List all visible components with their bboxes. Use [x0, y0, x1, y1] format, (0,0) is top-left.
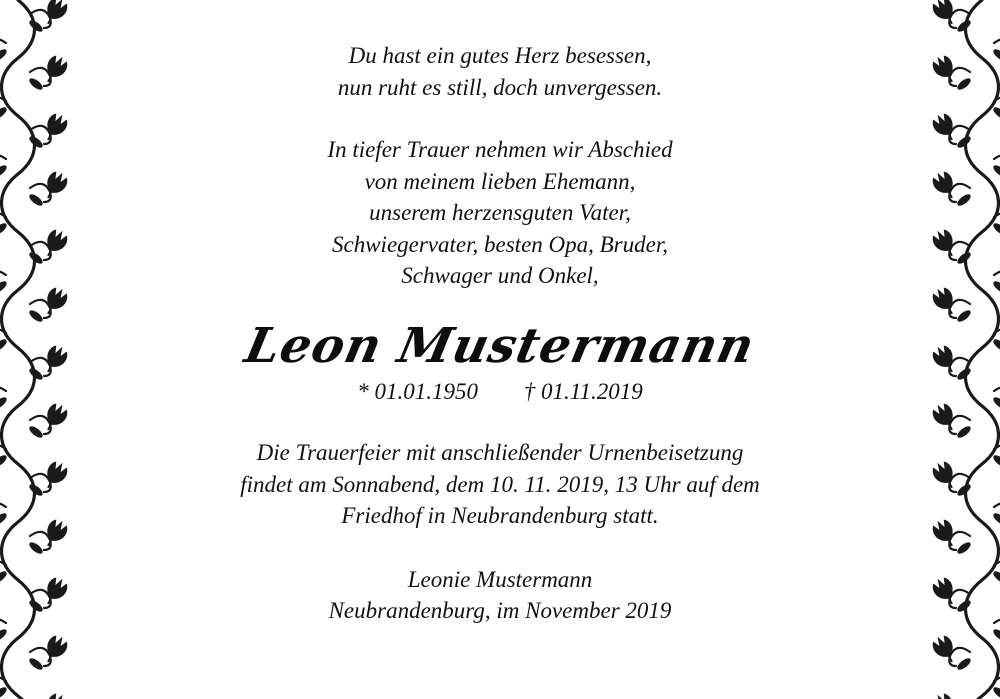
obituary-text: [150, 40, 850, 627]
deceased-name: Leon Mustermann: [240, 317, 760, 374]
intro-line: von meinem lieben Ehemann,: [364, 168, 636, 194]
verse-line: Du hast ein gutes Herz besessen,: [348, 43, 652, 68]
intro-line: Schwiegervater, besten Opa, Bruder,: [332, 231, 668, 257]
floral-vine-border-left-icon: [0, 0, 80, 699]
floral-vine-border-right-icon: [920, 0, 1000, 699]
verse-line: nun ruht es still, doch unvergessen.: [337, 74, 663, 100]
signature-line: Neubrandenburg, im November 2019: [328, 598, 672, 623]
birth-date: * 01.01.1950: [357, 378, 478, 404]
life-dates: [150, 376, 850, 408]
ceremony-line: findet am Sonnabend, dem 10. 11. 2019, 13 Uhr auf dem: [240, 471, 760, 497]
intro-line: In tiefer Trauer nehmen wir Abschied: [327, 137, 673, 162]
ceremony-line: Friedhof in Neubrandenburg statt.: [341, 503, 659, 528]
ceremony-line: Die Trauerfeier mit anschließender Urnenbeisetzung: [256, 440, 744, 465]
signature: [150, 564, 850, 627]
signature-line: Leonie Mustermann: [407, 566, 593, 592]
death-date: † 01.11.2019: [523, 378, 643, 404]
verse: [150, 40, 850, 103]
ceremony-info: [150, 437, 850, 532]
deceased-block: [150, 318, 850, 408]
intro-line: Schwager und Onkel,: [401, 263, 599, 288]
intro-line: unserem herzensguten Vater,: [369, 200, 631, 225]
farewell-intro: [150, 134, 850, 292]
